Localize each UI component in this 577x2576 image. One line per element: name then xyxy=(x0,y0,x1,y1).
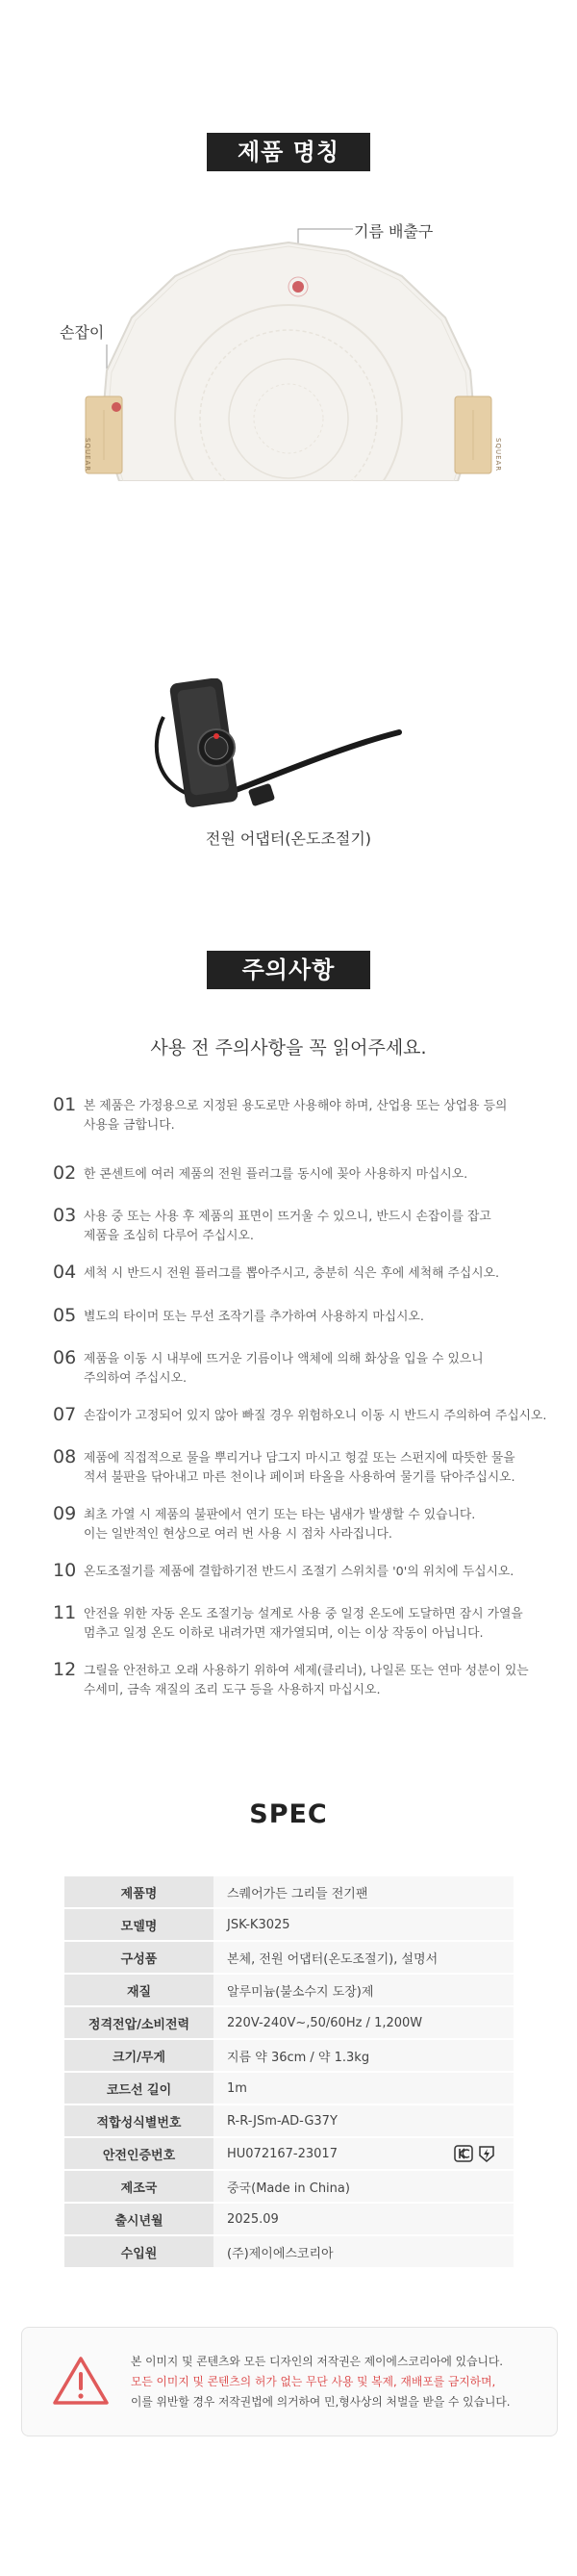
table-row: 크기/무게 지름 약 36cm / 약 1.3kg xyxy=(64,2039,514,2072)
product-names-title: 제품 명칭 xyxy=(207,133,370,171)
spec-table xyxy=(64,1876,514,2269)
power-adapter-label: 전원 어댑터(온도조절기) xyxy=(205,829,372,848)
kc-mark-icon xyxy=(454,2145,473,2162)
griddle-pan-image xyxy=(53,231,524,481)
copyright-line-3: 이를 위반할 경우 저작권법에 의거하여 민,형사상의 처벌을 받을 수 있습니다. xyxy=(131,2395,511,2409)
spec-title: SPEC xyxy=(249,1799,328,1829)
table-row: 정격전압/소비전력 220V-240V~,50/60Hz / 1,200W xyxy=(64,2006,514,2039)
copyright-line-2: 모든 이미지 및 콘텐츠의 허가 없는 무단 사용 및 복제, 재배포를 금지하며, xyxy=(131,2375,496,2388)
power-adapter-image xyxy=(125,678,414,813)
table-row: 구성품 본체, 전원 어댑터(온도조절기), 설명서 xyxy=(64,1941,514,1974)
table-row: 제조국 중국(Made in China) xyxy=(64,2170,514,2203)
griddle-plate xyxy=(102,242,475,481)
table-row: 수입원 (주)제이에스코리아 xyxy=(64,2235,514,2268)
electric-safety-icon xyxy=(477,2144,496,2163)
table-row: 출시년월 2025.09 xyxy=(64,2203,514,2235)
table-row: 적합성식별번호 R-R-JSm-AD-G37Y xyxy=(64,2104,514,2137)
handle-marker xyxy=(112,402,121,412)
left-handle-brand: SQUEAR xyxy=(84,438,91,472)
table-row: 모델명 JSK-K3025 xyxy=(64,1908,514,1941)
table-row: 제품명 스퀘어가든 그리들 전기팬 xyxy=(64,1876,514,1908)
table-row: 코드선 길이 1m xyxy=(64,2072,514,2104)
cautions-intro: 사용 전 주의사항을 꼭 읽어주세요. xyxy=(150,1037,427,1058)
handle-label: 손잡이 xyxy=(60,323,105,342)
copyright-notice xyxy=(21,2327,558,2436)
right-handle-brand: SQUEAR xyxy=(494,438,502,472)
warning-triangle-icon xyxy=(51,2355,111,2409)
cautions-title: 주의사항 xyxy=(207,951,370,989)
oil-outlet-label: 기름 배출구 xyxy=(354,222,434,241)
oil-outlet-marker xyxy=(292,281,304,293)
copyright-line-1: 본 이미지 및 콘텐츠와 모든 디자인의 저작권은 제이에스코리아에 있습니다. xyxy=(131,2355,504,2368)
table-row: 안전인증번호 HU072167-23017 xyxy=(64,2137,514,2170)
table-row: 재질 알루미늄(불소수지 도장)제 xyxy=(64,1974,514,2006)
